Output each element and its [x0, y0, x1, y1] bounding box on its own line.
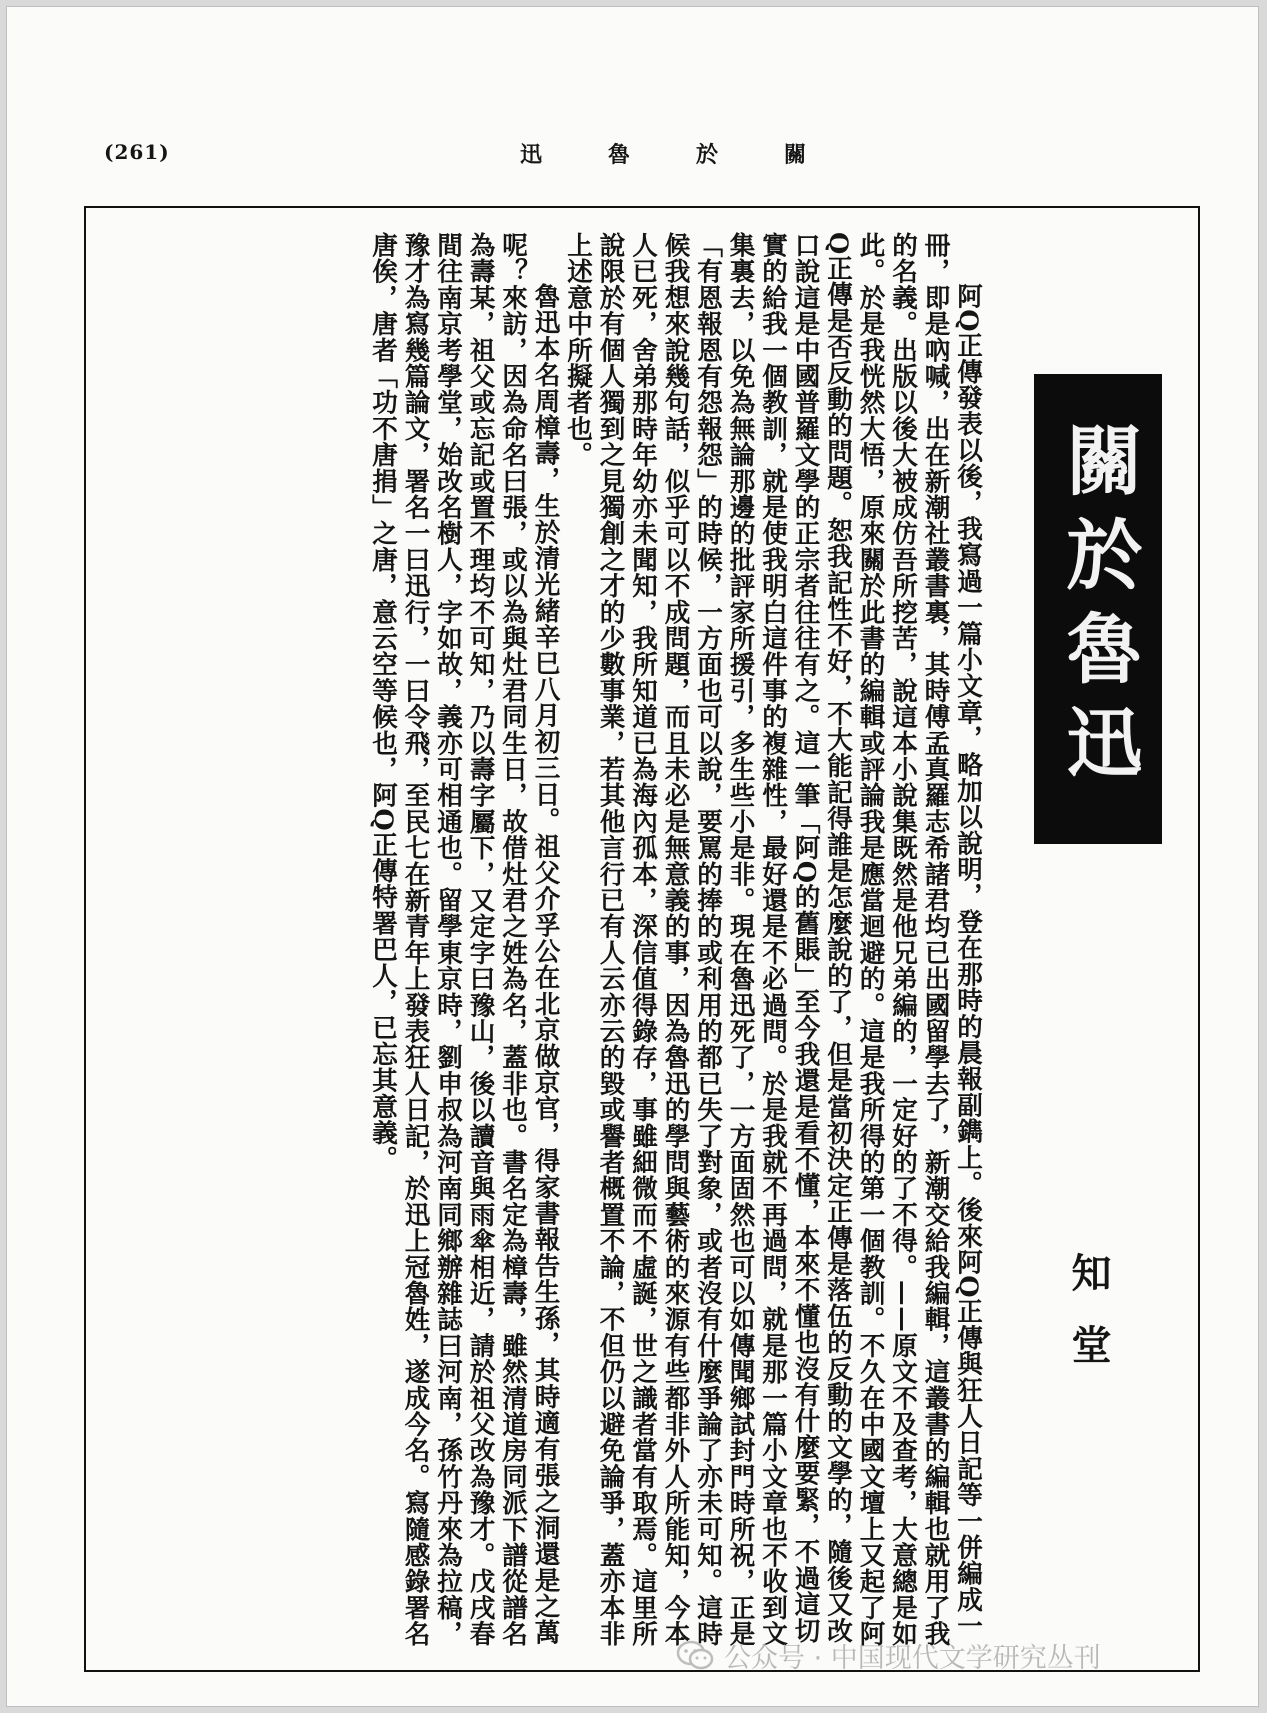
article-body [96, 232, 984, 1652]
paragraph: 阿Q正傳發表以後，我寫過一篇小文章，略加以說明，登在那時的晨報副鐫上。後來阿Q正傳與狂人日記等一併編成一冊，即是吶喊，出在新潮社叢書裏，其時傅孟真羅志希諸君均已出國留學去了，新潮交給我編輯，這叢書的編輯也就用了我的名義。出版以後大被成仿吾所挖苦，說這本小說集既然是他兄弟編的，一定好的了不得。——原文不及查考，大意總是如此。於是我恍然大悟，原來關於此書的編輯或評論我是應當迴避的。這是我所得的第一個教訓。不久在中國文壇上又起了阿Q正傳是否反動的問題。恕我記性不好，不大能記得誰是怎麼說的了，但是當初決定正傳是落伍的反動的文學的，隨後又改口說這是中國普羅文學的正宗者往往有之。這一筆「阿Q的舊賬」至今我還是看不懂，本來不懂也沒有什麼要緊，不過這切實的給我一個教訓，就是使我明白這件事的複雜性，最好還是不必過問。於是我就不再過問，就是那一篇小文章也不收到文集裏去，以免為無論那邊的批評家所援引，多生些小是非。現在魯迅死了，一方面固然也可以如傳聞鄉試封門時所祝，正是「有恩報恩有怨報怨」的時候，一方面也可以說，要罵的捧的或利用的都已失了對象，或者沒有什麼爭論了亦未可知。這時候我想來說幾句話，似乎可以不成問題，而且未必是無意義的事，因為魯迅的學問與藝術的來源有些都非外人所能知，今本人已死，舍弟那時年幼亦未聞知，我所知道已為海內孤本，深信值得錄存，事雖細微而不虛誕，世之識者當有取焉。這里所說限於有個人獨到之見獨創之才的少數事業，若其他言行已有人云亦云的毀或譽者概置不論，不但仍以避免論爭，蓋亦本非上述意中所擬者也。 [563, 232, 983, 1647]
paragraph: 魯迅本名周樟壽，生於清光緒辛巳八月初三日。祖父介孚公在北京做京官，得家書報告生孫，其時適有張之洞還是之萬呢？來訪，因為命名曰張，或以為與灶君同生日，故借灶君之姓為名，蓋非也。書名定為樟壽，雖然清道房同派下譜從譜名為壽某，祖父或忘記或置不理均不可知，乃以壽字屬下，又定字曰豫山，後以讀音與雨傘相近，請於祖父改為豫才。戊戌春間往南京考學堂，始改名樹人，字如故，義亦可相通也。留學東京時，劉申叔為河南同鄉辦雜誌曰河南，孫竹丹來為拉稿，豫才為寫幾篇論文，署名一曰迅行，一曰令飛，至民七在新青年上發表狂人日記，於迅上冠魯姓，遂成今名。寫隨感錄署名唐俟，唐者「功不唐捐」之唐，意云空等候也，阿Q正傳特署巴人，已忘其意義。 [368, 232, 561, 1647]
running-head-char: 於 [696, 142, 719, 168]
title-block [1034, 374, 1162, 844]
author-name: 知堂 [1065, 1252, 1112, 1396]
running-head-char: 關 [784, 142, 807, 168]
watermark [676, 1636, 1101, 1675]
page-number: (261) [104, 140, 170, 164]
wechat-icon [676, 1640, 714, 1672]
watermark-text: 公众号 · 中国现代文学研究丛刊 [724, 1643, 1101, 1674]
article-title: 關於魯迅 [1054, 421, 1143, 797]
running-head-char: 魯 [608, 142, 631, 168]
running-head-char: 迅 [520, 142, 543, 168]
running-head [520, 138, 806, 169]
